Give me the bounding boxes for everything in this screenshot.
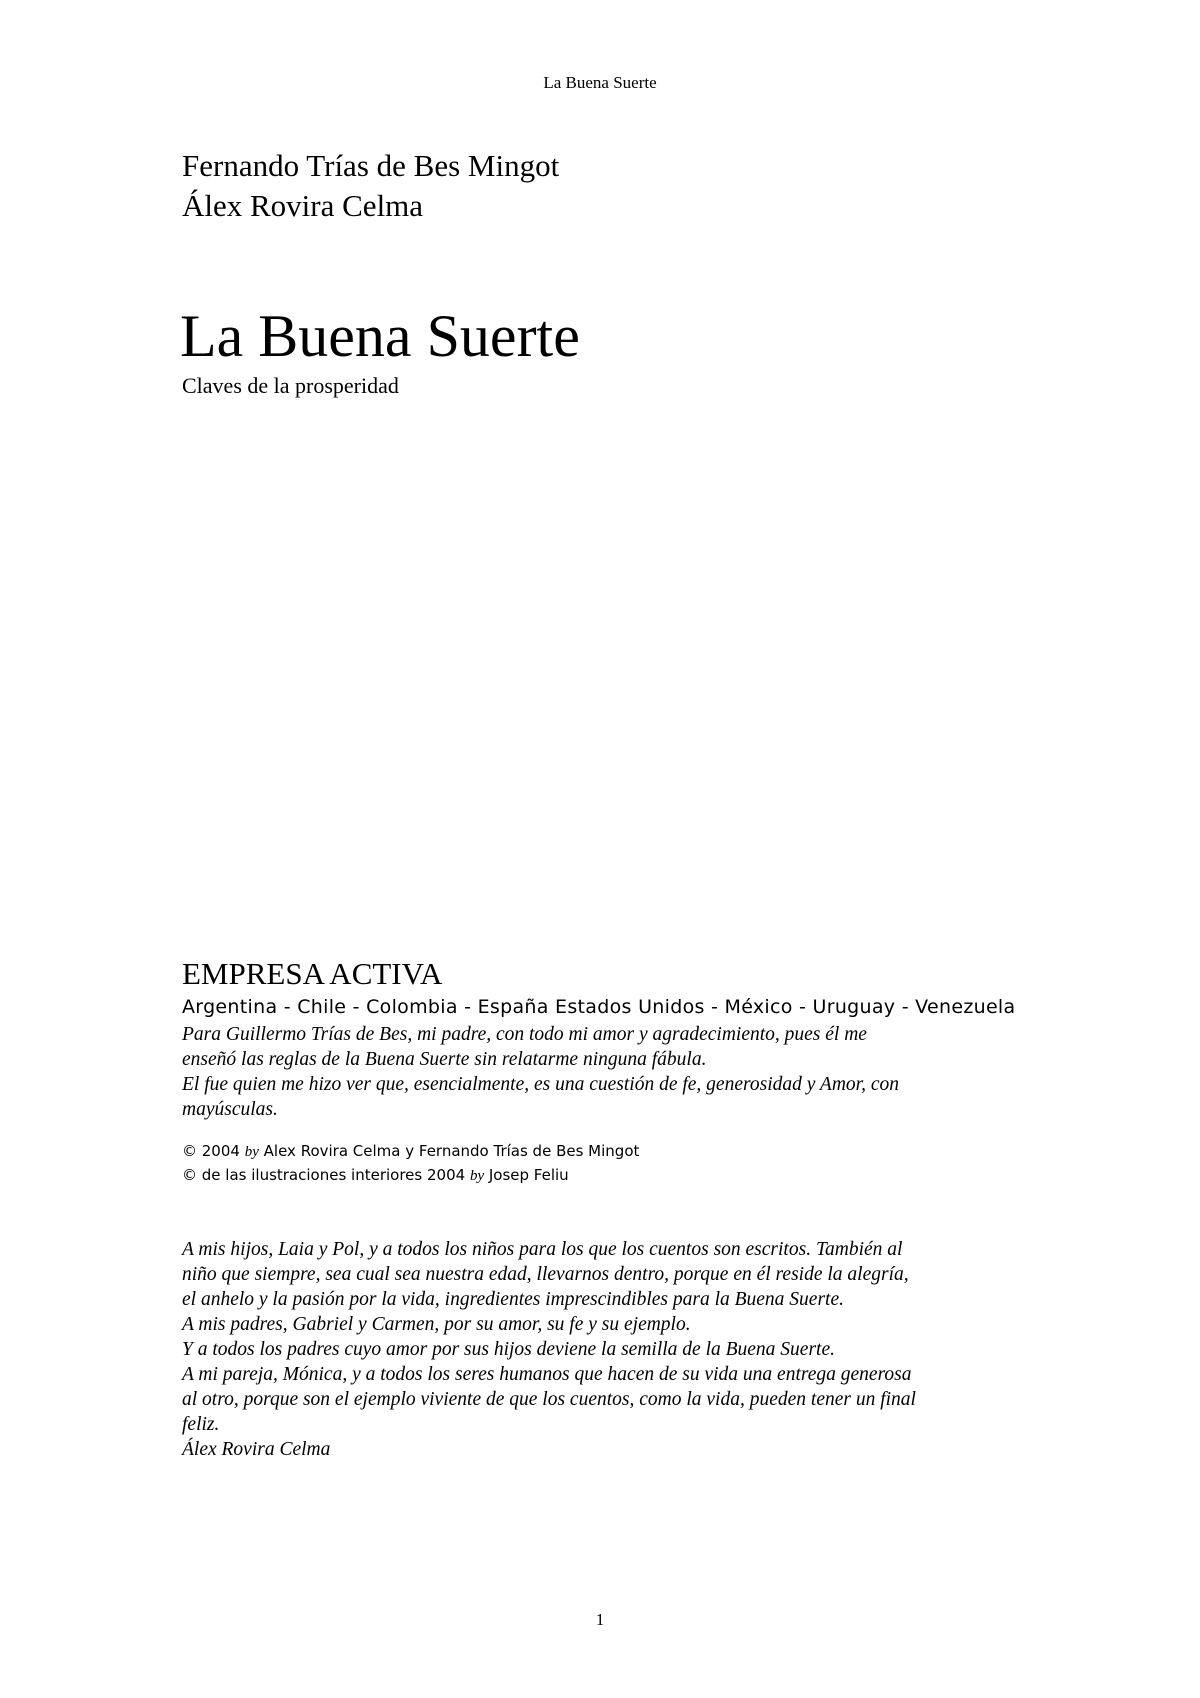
publisher-name: EMPRESA ACTIVA <box>182 956 443 991</box>
copyright-line: © de las ilustraciones interiores 2004 by Josep Feliu <box>182 1166 569 1184</box>
author-name: Álex Rovira Celma <box>182 188 424 223</box>
dedication-paragraph <box>182 1022 899 1122</box>
dedication-signature: Álex Rovira Celma <box>182 1439 331 1460</box>
dedication-line: el anhelo y la pasión por la vida, ingredientes imprescindibles para la Buena Suerte. <box>182 1289 845 1310</box>
author-list <box>182 146 559 226</box>
book-title: La Buena Suerte <box>180 303 580 369</box>
dedication-line: Para Guillermo Trías de Bes, mi padre, con todo mi amor y agradecimiento, pues él me <box>182 1024 867 1045</box>
dedication-line: feliz. <box>182 1414 220 1435</box>
dedication-line: Y a todos los padres cuyo amor por sus hijos deviene la semilla de la Buena Suerte. <box>182 1339 836 1360</box>
dedication-line: enseñó las reglas de la Buena Suerte sin relatarme ninguna fábula. <box>182 1049 707 1070</box>
dedication-line: A mis padres, Gabriel y Carmen, por su amor, su fe y su ejemplo. <box>182 1314 691 1335</box>
dedication-line: El fue quien me hizo ver que, esencialmente, es una cuestión de fe, generosidad y Amor, con <box>182 1074 899 1095</box>
dedication-paragraph <box>182 1237 916 1462</box>
copyright-notice <box>182 1140 639 1188</box>
dedication-line: A mis hijos, Laia y Pol, y a todos los niños para los que los cuentos son escritos. También al <box>182 1239 903 1260</box>
dedication-line: niño que siempre, sea cual sea nuestra edad, llevarnos dentro, porque en él reside la alegría, <box>182 1264 909 1285</box>
dedication-line: al otro, porque son el ejemplo viviente de que los cuentos, como la vida, pueden tener un final <box>182 1389 916 1410</box>
publisher-countries: Argentina - Chile - Colombia - España Estados Unidos - México - Uruguay - Venezuela <box>182 996 1016 1018</box>
copyright-line: © 2004 by Alex Rovira Celma y Fernando Trías de Bes Mingot <box>182 1142 640 1160</box>
dedication-line: A mi pareja, Mónica, y a todos los seres humanos que hacen de su vida una entrega generosa <box>182 1364 912 1385</box>
page-number: 1 <box>595 1610 605 1629</box>
author-name: Fernando Trías de Bes Mingot <box>182 148 560 183</box>
book-subtitle: Claves de la prosperidad <box>182 373 399 398</box>
running-header: La Buena Suerte <box>543 73 657 92</box>
dedication-line: mayúsculas. <box>182 1099 278 1120</box>
